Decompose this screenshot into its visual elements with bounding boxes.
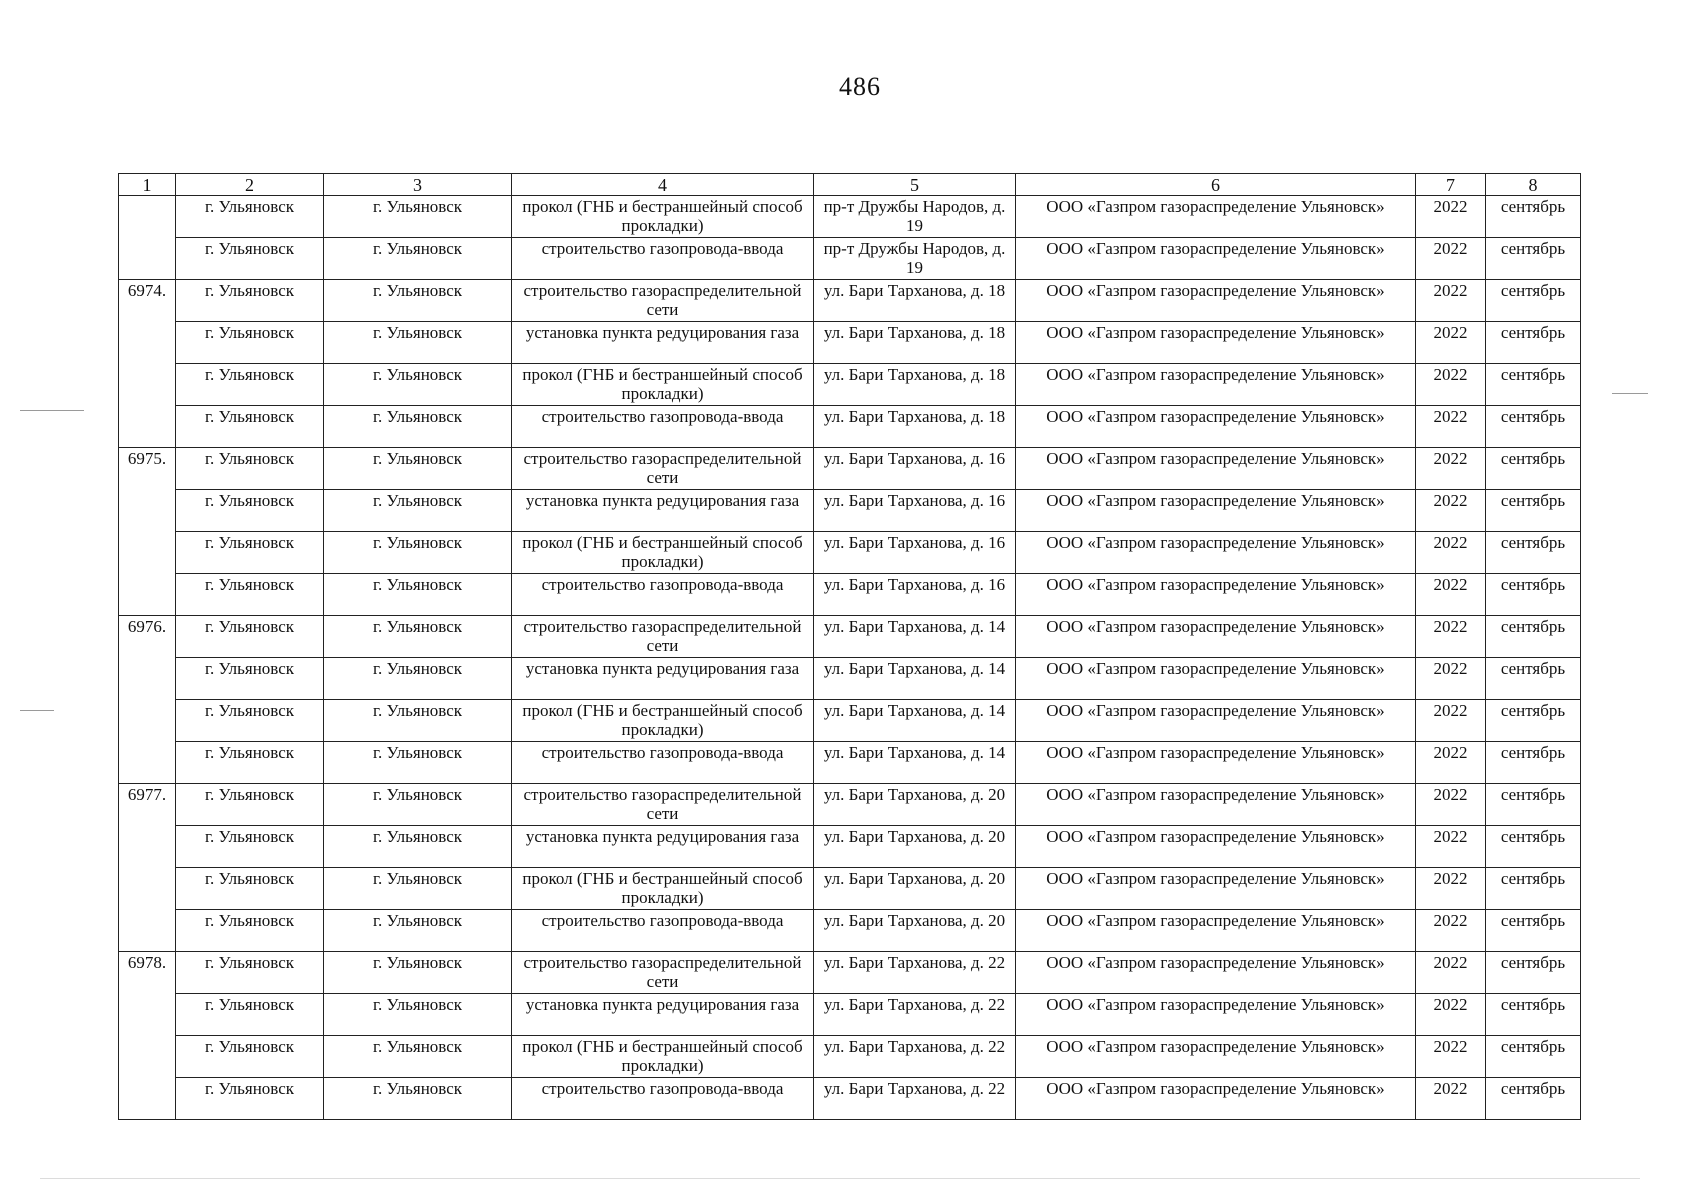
work-type-cell: установка пункта редуцирования газа	[512, 826, 814, 868]
year-cell: 2022	[1416, 700, 1486, 742]
work-type-cell: прокол (ГНБ и бестраншейный способ прокладки)	[512, 700, 814, 742]
column-header: 7	[1416, 174, 1486, 196]
work-type-cell: строительство газопровода-ввода	[512, 910, 814, 952]
year-cell: 2022	[1416, 1078, 1486, 1120]
row-number: 6978.	[119, 952, 176, 1120]
year-cell: 2022	[1416, 952, 1486, 994]
year-cell: 2022	[1416, 574, 1486, 616]
table-row	[119, 448, 1581, 490]
column-header: 2	[176, 174, 324, 196]
settlement-cell: г. Ульяновск	[324, 238, 512, 280]
row-number: 6976.	[119, 616, 176, 784]
year-cell: 2022	[1416, 910, 1486, 952]
municipality-cell: г. Ульяновск	[176, 322, 324, 364]
organization-cell: ООО «Газпром газораспределение Ульяновск»	[1016, 196, 1416, 238]
year-cell: 2022	[1416, 196, 1486, 238]
address-cell: ул. Бари Тарханова, д. 14	[814, 700, 1016, 742]
settlement-cell: г. Ульяновск	[324, 196, 512, 238]
column-header: 3	[324, 174, 512, 196]
register-body	[119, 196, 1581, 1120]
work-type-cell: строительство газораспределительной сети	[512, 952, 814, 994]
table-row	[119, 910, 1581, 952]
month-cell: сентябрь	[1486, 364, 1581, 406]
organization-cell: ООО «Газпром газораспределение Ульяновск»	[1016, 658, 1416, 700]
address-cell: ул. Бари Тарханова, д. 22	[814, 1036, 1016, 1078]
work-type-cell: строительство газораспределительной сети	[512, 280, 814, 322]
table-row	[119, 700, 1581, 742]
scan-artifact	[1612, 393, 1648, 394]
month-cell: сентябрь	[1486, 910, 1581, 952]
organization-cell: ООО «Газпром газораспределение Ульяновск»	[1016, 448, 1416, 490]
month-cell: сентябрь	[1486, 826, 1581, 868]
column-header: 6	[1016, 174, 1416, 196]
year-cell: 2022	[1416, 364, 1486, 406]
address-cell: ул. Бари Тарханова, д. 20	[814, 910, 1016, 952]
organization-cell: ООО «Газпром газораспределение Ульяновск»	[1016, 784, 1416, 826]
month-cell: сентябрь	[1486, 406, 1581, 448]
row-number: 6975.	[119, 448, 176, 616]
month-cell: сентябрь	[1486, 700, 1581, 742]
organization-cell: ООО «Газпром газораспределение Ульяновск»	[1016, 238, 1416, 280]
month-cell: сентябрь	[1486, 868, 1581, 910]
row-number: 6977.	[119, 784, 176, 952]
municipality-cell: г. Ульяновск	[176, 994, 324, 1036]
table-row	[119, 490, 1581, 532]
municipality-cell: г. Ульяновск	[176, 1036, 324, 1078]
table-row	[119, 994, 1581, 1036]
settlement-cell: г. Ульяновск	[324, 742, 512, 784]
address-cell: ул. Бари Тарханова, д. 22	[814, 1078, 1016, 1120]
work-type-cell: строительство газопровода-ввода	[512, 1078, 814, 1120]
municipality-cell: г. Ульяновск	[176, 700, 324, 742]
register-table	[118, 173, 1581, 1120]
month-cell: сентябрь	[1486, 742, 1581, 784]
month-cell: сентябрь	[1486, 322, 1581, 364]
table-row	[119, 742, 1581, 784]
settlement-cell: г. Ульяновск	[324, 910, 512, 952]
month-cell: сентябрь	[1486, 238, 1581, 280]
scan-artifact	[20, 710, 54, 711]
settlement-cell: г. Ульяновск	[324, 616, 512, 658]
table-row	[119, 574, 1581, 616]
table-row	[119, 406, 1581, 448]
municipality-cell: г. Ульяновск	[176, 448, 324, 490]
month-cell: сентябрь	[1486, 532, 1581, 574]
address-cell: пр-т Дружбы Народов, д. 19	[814, 238, 1016, 280]
year-cell: 2022	[1416, 868, 1486, 910]
work-type-cell: прокол (ГНБ и бестраншейный способ прокладки)	[512, 532, 814, 574]
address-cell: пр-т Дружбы Народов, д. 19	[814, 196, 1016, 238]
settlement-cell: г. Ульяновск	[324, 658, 512, 700]
month-cell: сентябрь	[1486, 490, 1581, 532]
address-cell: ул. Бари Тарханова, д. 22	[814, 952, 1016, 994]
municipality-cell: г. Ульяновск	[176, 364, 324, 406]
address-cell: ул. Бари Тарханова, д. 20	[814, 784, 1016, 826]
municipality-cell: г. Ульяновск	[176, 280, 324, 322]
address-cell: ул. Бари Тарханова, д. 16	[814, 448, 1016, 490]
column-header: 1	[119, 174, 176, 196]
settlement-cell: г. Ульяновск	[324, 784, 512, 826]
address-cell: ул. Бари Тарханова, д. 20	[814, 868, 1016, 910]
work-type-cell: прокол (ГНБ и бестраншейный способ прокладки)	[512, 868, 814, 910]
address-cell: ул. Бари Тарханова, д. 18	[814, 406, 1016, 448]
work-type-cell: строительство газораспределительной сети	[512, 448, 814, 490]
address-cell: ул. Бари Тарханова, д. 16	[814, 490, 1016, 532]
address-cell: ул. Бари Тарханова, д. 20	[814, 826, 1016, 868]
year-cell: 2022	[1416, 280, 1486, 322]
year-cell: 2022	[1416, 994, 1486, 1036]
settlement-cell: г. Ульяновск	[324, 574, 512, 616]
settlement-cell: г. Ульяновск	[324, 322, 512, 364]
municipality-cell: г. Ульяновск	[176, 952, 324, 994]
organization-cell: ООО «Газпром газораспределение Ульяновск»	[1016, 1036, 1416, 1078]
settlement-cell: г. Ульяновск	[324, 448, 512, 490]
table-row	[119, 196, 1581, 238]
municipality-cell: г. Ульяновск	[176, 868, 324, 910]
work-type-cell: установка пункта редуцирования газа	[512, 490, 814, 532]
organization-cell: ООО «Газпром газораспределение Ульяновск»	[1016, 490, 1416, 532]
work-type-cell: строительство газопровода-ввода	[512, 574, 814, 616]
month-cell: сентябрь	[1486, 1036, 1581, 1078]
settlement-cell: г. Ульяновск	[324, 532, 512, 574]
work-type-cell: строительство газораспределительной сети	[512, 616, 814, 658]
work-type-cell: прокол (ГНБ и бестраншейный способ прокладки)	[512, 196, 814, 238]
table-row	[119, 1078, 1581, 1120]
organization-cell: ООО «Газпром газораспределение Ульяновск»	[1016, 826, 1416, 868]
address-cell: ул. Бари Тарханова, д. 22	[814, 994, 1016, 1036]
column-header-row	[119, 174, 1581, 196]
table-row	[119, 238, 1581, 280]
municipality-cell: г. Ульяновск	[176, 910, 324, 952]
municipality-cell: г. Ульяновск	[176, 574, 324, 616]
row-number	[119, 196, 176, 280]
address-cell: ул. Бари Тарханова, д. 18	[814, 364, 1016, 406]
work-type-cell: установка пункта редуцирования газа	[512, 994, 814, 1036]
year-cell: 2022	[1416, 532, 1486, 574]
municipality-cell: г. Ульяновск	[176, 826, 324, 868]
address-cell: ул. Бари Тарханова, д. 14	[814, 742, 1016, 784]
organization-cell: ООО «Газпром газораспределение Ульяновск»	[1016, 742, 1416, 784]
year-cell: 2022	[1416, 406, 1486, 448]
table-row	[119, 364, 1581, 406]
address-cell: ул. Бари Тарханова, д. 16	[814, 532, 1016, 574]
work-type-cell: прокол (ГНБ и бестраншейный способ прокладки)	[512, 364, 814, 406]
month-cell: сентябрь	[1486, 994, 1581, 1036]
table-row	[119, 826, 1581, 868]
year-cell: 2022	[1416, 448, 1486, 490]
page-number: 486	[839, 72, 881, 101]
municipality-cell: г. Ульяновск	[176, 784, 324, 826]
settlement-cell: г. Ульяновск	[324, 826, 512, 868]
settlement-cell: г. Ульяновск	[324, 280, 512, 322]
work-type-cell: установка пункта редуцирования газа	[512, 322, 814, 364]
organization-cell: ООО «Газпром газораспределение Ульяновск»	[1016, 280, 1416, 322]
year-cell: 2022	[1416, 742, 1486, 784]
municipality-cell: г. Ульяновск	[176, 196, 324, 238]
organization-cell: ООО «Газпром газораспределение Ульяновск»	[1016, 952, 1416, 994]
address-cell: ул. Бари Тарханова, д. 14	[814, 658, 1016, 700]
table-row	[119, 280, 1581, 322]
organization-cell: ООО «Газпром газораспределение Ульяновск»	[1016, 364, 1416, 406]
settlement-cell: г. Ульяновск	[324, 490, 512, 532]
month-cell: сентябрь	[1486, 658, 1581, 700]
month-cell: сентябрь	[1486, 1078, 1581, 1120]
work-type-cell: строительство газопровода-ввода	[512, 406, 814, 448]
organization-cell: ООО «Газпром газораспределение Ульяновск»	[1016, 616, 1416, 658]
organization-cell: ООО «Газпром газораспределение Ульяновск»	[1016, 700, 1416, 742]
month-cell: сентябрь	[1486, 448, 1581, 490]
year-cell: 2022	[1416, 1036, 1486, 1078]
year-cell: 2022	[1416, 490, 1486, 532]
municipality-cell: г. Ульяновск	[176, 238, 324, 280]
organization-cell: ООО «Газпром газораспределение Ульяновск»	[1016, 406, 1416, 448]
municipality-cell: г. Ульяновск	[176, 1078, 324, 1120]
month-cell: сентябрь	[1486, 574, 1581, 616]
table-row	[119, 868, 1581, 910]
table-row	[119, 784, 1581, 826]
scan-artifact	[40, 1178, 1640, 1179]
settlement-cell: г. Ульяновск	[324, 952, 512, 994]
municipality-cell: г. Ульяновск	[176, 532, 324, 574]
month-cell: сентябрь	[1486, 616, 1581, 658]
table-row	[119, 952, 1581, 994]
organization-cell: ООО «Газпром газораспределение Ульяновск»	[1016, 910, 1416, 952]
month-cell: сентябрь	[1486, 784, 1581, 826]
year-cell: 2022	[1416, 784, 1486, 826]
scan-artifact	[20, 410, 84, 411]
table-row	[119, 658, 1581, 700]
organization-cell: ООО «Газпром газораспределение Ульяновск»	[1016, 868, 1416, 910]
year-cell: 2022	[1416, 658, 1486, 700]
month-cell: сентябрь	[1486, 952, 1581, 994]
year-cell: 2022	[1416, 616, 1486, 658]
work-type-cell: прокол (ГНБ и бестраншейный способ прокладки)	[512, 1036, 814, 1078]
address-cell: ул. Бари Тарханова, д. 16	[814, 574, 1016, 616]
settlement-cell: г. Ульяновск	[324, 406, 512, 448]
work-type-cell: строительство газораспределительной сети	[512, 784, 814, 826]
municipality-cell: г. Ульяновск	[176, 406, 324, 448]
address-cell: ул. Бари Тарханова, д. 18	[814, 322, 1016, 364]
year-cell: 2022	[1416, 238, 1486, 280]
table-row	[119, 532, 1581, 574]
table-row	[119, 1036, 1581, 1078]
column-header: 8	[1486, 174, 1581, 196]
settlement-cell: г. Ульяновск	[324, 700, 512, 742]
organization-cell: ООО «Газпром газораспределение Ульяновск»	[1016, 1078, 1416, 1120]
address-cell: ул. Бари Тарханова, д. 14	[814, 616, 1016, 658]
organization-cell: ООО «Газпром газораспределение Ульяновск»	[1016, 322, 1416, 364]
settlement-cell: г. Ульяновск	[324, 868, 512, 910]
work-type-cell: строительство газопровода-ввода	[512, 238, 814, 280]
table-row	[119, 322, 1581, 364]
year-cell: 2022	[1416, 322, 1486, 364]
settlement-cell: г. Ульяновск	[324, 1036, 512, 1078]
municipality-cell: г. Ульяновск	[176, 616, 324, 658]
month-cell: сентябрь	[1486, 280, 1581, 322]
table-row	[119, 616, 1581, 658]
organization-cell: ООО «Газпром газораспределение Ульяновск»	[1016, 574, 1416, 616]
year-cell: 2022	[1416, 826, 1486, 868]
organization-cell: ООО «Газпром газораспределение Ульяновск»	[1016, 994, 1416, 1036]
organization-cell: ООО «Газпром газораспределение Ульяновск»	[1016, 532, 1416, 574]
work-type-cell: строительство газопровода-ввода	[512, 742, 814, 784]
settlement-cell: г. Ульяновск	[324, 1078, 512, 1120]
month-cell: сентябрь	[1486, 196, 1581, 238]
municipality-cell: г. Ульяновск	[176, 490, 324, 532]
municipality-cell: г. Ульяновск	[176, 742, 324, 784]
work-type-cell: установка пункта редуцирования газа	[512, 658, 814, 700]
row-number: 6974.	[119, 280, 176, 448]
municipality-cell: г. Ульяновск	[176, 658, 324, 700]
column-header: 5	[814, 174, 1016, 196]
settlement-cell: г. Ульяновск	[324, 994, 512, 1036]
settlement-cell: г. Ульяновск	[324, 364, 512, 406]
address-cell: ул. Бари Тарханова, д. 18	[814, 280, 1016, 322]
column-header: 4	[512, 174, 814, 196]
